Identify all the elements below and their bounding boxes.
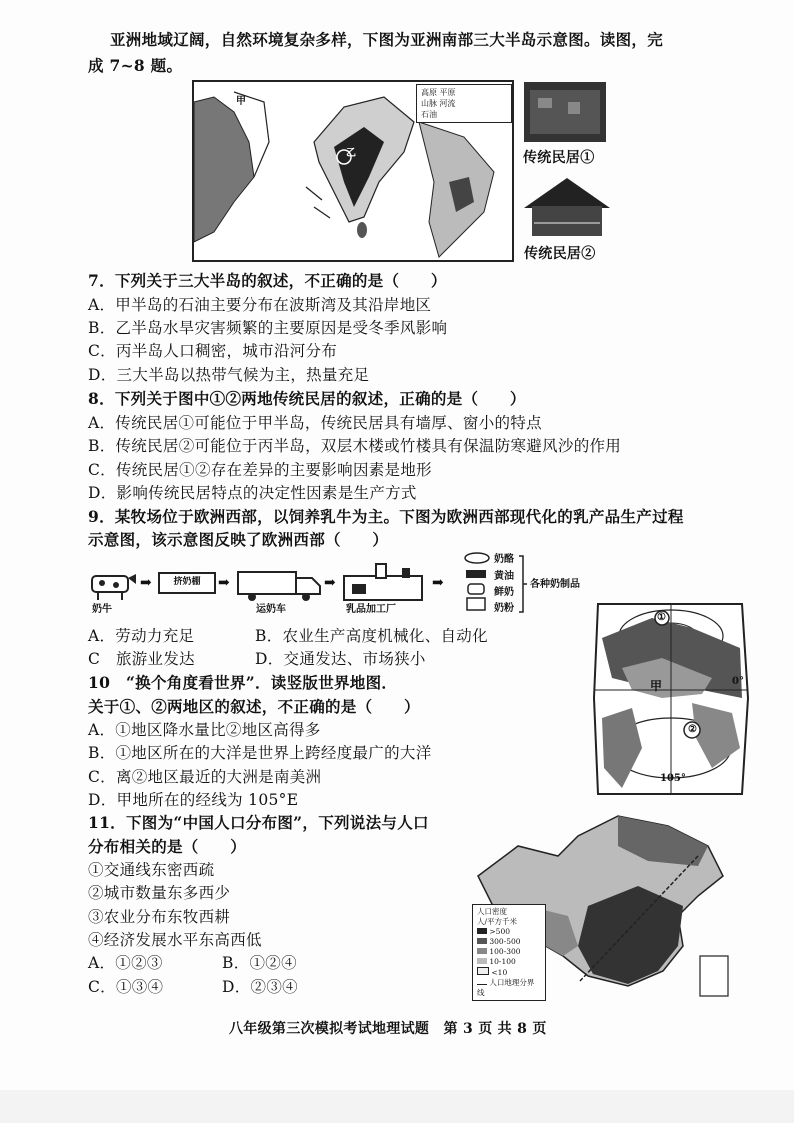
- legend-unit: 人/平方千米: [477, 917, 518, 926]
- map-mark-1: ①: [657, 612, 666, 623]
- legend-title: 人口密度: [477, 907, 507, 916]
- page-gap: [0, 1090, 794, 1123]
- map-label-0deg: 0°: [732, 676, 744, 687]
- legend-item: >500: [477, 927, 541, 937]
- label-yi: 乙: [346, 148, 356, 159]
- cow-label: 奶牛: [92, 604, 112, 615]
- q7-option-a: A．甲半岛的石油主要分布在波斯湾及其沿岸地区: [88, 296, 432, 314]
- q8-option-d: D．影响传统民居特点的决定性因素是生产方式: [88, 484, 417, 502]
- map-label-jia: 甲: [650, 679, 663, 693]
- asia-peninsulas-map: [192, 80, 514, 262]
- q9-option-d: D．交通发达、市场狭小: [255, 650, 426, 668]
- q8-option-b: B．传统民居②可能位于丙半岛，双层木楼或竹楼具有保温防寒避风沙的作用: [88, 437, 622, 455]
- factory-label: 乳品加工厂: [346, 604, 396, 615]
- truck-label: 运奶车: [256, 604, 286, 615]
- q8-stem: 8．下列关于图中①②两地传统民居的叙述，正确的是（ ）: [88, 389, 526, 408]
- q11-stem-line1: 11．下图为“中国人口分布图”，下列说法与人口: [88, 813, 429, 832]
- q7-option-d: D．三大半岛以热带气候为主，热量充足: [88, 366, 370, 384]
- dairy-result: 各种奶制品: [530, 579, 580, 590]
- map-legend: [416, 84, 512, 123]
- q11-option-d: D．②③④: [222, 978, 298, 996]
- q11-option-c: C．①③④: [88, 978, 164, 996]
- legend-item: 10-100: [477, 957, 541, 967]
- q10-option-a: A．①地区降水量比②地区高得多: [88, 721, 321, 739]
- dairy-products-icon: [460, 552, 494, 612]
- q10-stem-line1: 10 “换个角度看世界”．读竖版世界地图．: [88, 673, 398, 692]
- truck-icon: [236, 570, 322, 602]
- q9-option-b: B．农业生产高度机械化、自动化: [255, 627, 488, 645]
- q7-stem: 7．下列关于三大半岛的叙述，不正确的是（ ）: [88, 271, 447, 290]
- house1-caption: 传统民居①: [523, 150, 595, 166]
- q7-option-b: B．乙半岛水旱灾害频繁的主要原因是受冬季风影响: [88, 319, 448, 337]
- house2-caption: 传统民居②: [524, 246, 596, 262]
- legend-item: 人口地理分界线: [477, 978, 535, 997]
- legend-plain: 平原: [439, 88, 456, 97]
- house2-image: [524, 178, 610, 238]
- milking-shed-node: 挤奶棚: [158, 572, 216, 594]
- legend-item: 300-500: [477, 937, 541, 947]
- legend-oil: 石油: [421, 110, 437, 119]
- page-footer: 八年级第三次模拟考试地理试题 第 3 页 共 8 页: [229, 1021, 547, 1037]
- q8-option-a: A．传统民居①可能位于甲半岛，传统民居具有墙厚、窗小的特点: [88, 414, 542, 432]
- q11-item-3: ③农业分布东牧西耕: [88, 908, 231, 926]
- q10-option-d: D．甲地所在的经线为 105°E: [88, 791, 299, 809]
- product-butter: 黄油: [494, 571, 514, 582]
- house1-image: [524, 82, 606, 142]
- q11-option-a: A．①②③: [88, 954, 163, 972]
- legend-item: 100-300: [477, 947, 541, 957]
- intro-line1: 亚洲地域辽阔，自然环境复杂多样，下图为亚洲南部三大半岛示意图。读图，完: [110, 30, 664, 49]
- legend-mountain: 山脉: [421, 99, 437, 108]
- map-mark-2: ②: [688, 724, 697, 735]
- arrow-right-icon: ➡: [140, 575, 152, 591]
- arrow-right-icon: ➡: [324, 575, 336, 591]
- population-legend: [472, 904, 546, 1001]
- product-cheese: 奶酪: [494, 554, 514, 565]
- product-fresh-milk: 鲜奶: [494, 587, 514, 598]
- q10-stem-line2: 关于①、②两地区的叙述，不正确的是（ ）: [88, 697, 420, 716]
- label-jia: 甲: [236, 96, 246, 107]
- bracket-icon: [518, 554, 528, 614]
- q10-option-c: C．离②地区最近的大洲是南美洲: [88, 768, 322, 786]
- arrow-right-icon: ➡: [432, 575, 444, 591]
- legend-plateau: 高原: [421, 88, 437, 97]
- factory-icon: [342, 562, 426, 602]
- q11-item-4: ④经济发展水平东高西低: [88, 931, 262, 949]
- q9-stem-line2: 示意图，该示意图反映了欧洲西部（ ）: [88, 530, 389, 549]
- map-label-105deg: 105°: [660, 773, 686, 784]
- q9-stem-line1: 9．某牧场位于欧洲西部，以饲养乳牛为主。下图为欧洲西部现代化的乳产品生产过程: [88, 507, 684, 526]
- product-milk-powder: 奶粉: [494, 603, 514, 614]
- cow-icon: [86, 572, 138, 602]
- q9-option-c: C 旅游业发达: [88, 650, 195, 668]
- q9-option-a: A．劳动力充足: [88, 627, 195, 645]
- q11-stem-line2: 分布相关的是（ ）: [88, 837, 247, 856]
- q11-option-b: B．①②④: [222, 954, 297, 972]
- legend-river: 河流: [439, 99, 456, 108]
- arrow-right-icon: ➡: [218, 575, 230, 591]
- intro-line2: 成 7~8 题。: [88, 56, 183, 75]
- q11-item-1: ①交通线东密西疏: [88, 861, 215, 879]
- q11-item-2: ②城市数量东多西少: [88, 884, 231, 902]
- q8-option-c: C．传统民居①②存在差异的主要影响因素是地形: [88, 461, 432, 479]
- q10-option-b: B．①地区所在的大洋是世界上跨经度最广的大洋: [88, 744, 432, 762]
- legend-item: <10: [477, 967, 541, 978]
- q7-option-c: C．丙半岛人口稠密，城市沿河分布: [88, 342, 338, 360]
